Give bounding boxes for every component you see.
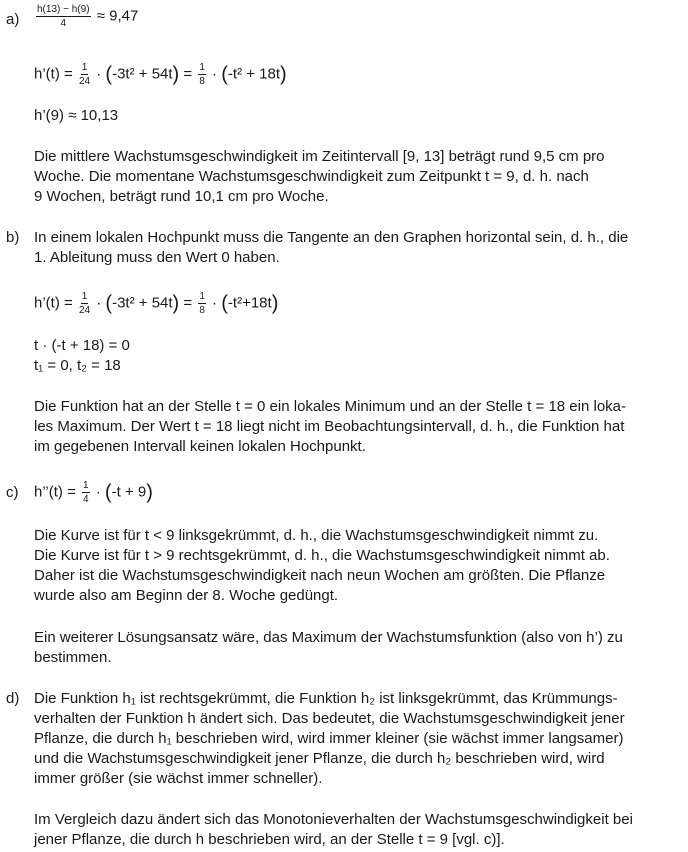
paragraph-a-line-1: Die mittlere Wachstumsgeschwindigkeit im Zeitintervall [9, 13] beträgt rund 9,5 cm pro [34,148,605,165]
second-derivative-formula: h’’(t) = $\frac{1}{4}$ · (-t + 9) [34,480,153,505]
fraction-numerator: 1 [81,62,88,73]
paragraph-b-line-2: les Maximum. Der Wert t = 18 liegt nicht im Beobachtungsintervall, d. h., die Funktion hat [34,418,625,435]
derivative-term-simplified: -t²+18t [227,294,272,312]
fraction-denominator: 4 [83,494,89,505]
fraction-numerator: 1 [81,291,88,302]
paragraph-d-line-2: verhalten der Funktion h ändert sich. Das bedeutet, die Wachstumsgeschwindigkeit jener [34,710,625,727]
fraction-1-8 [198,62,206,87]
fraction-1-24 [79,62,90,87]
derivative-at-9: h’(9) [34,107,65,124]
section-c-label: c) [6,484,19,501]
paragraph-d-line-4: und die Wachstumsgeschwindigkeit jener Pflanze, die durch h₂ beschrieben wird, wird [34,750,605,767]
fraction-1-24 [79,291,90,316]
derivative-term: -3t² + 54t [112,65,173,83]
paragraph-c2-line-2: bestimmen. [34,649,112,666]
paragraph-b-line-1: Die Funktion hat an der Stelle t = 0 ein lokales Minimum und an der Stelle t = 18 ein loka- [34,398,626,415]
section-b-label: b) [6,229,20,246]
paragraph-d-line-5: immer größer (sie wächst immer schneller). [34,770,323,787]
fraction-1-4 [82,480,90,505]
paragraph-c-line-1: Die Kurve ist für t < 9 linksgekrümmt, d. h., die Wachstumsgeschwindigkeit nimmt zu. [34,527,599,544]
derivative-formula-a: h’(t) = $\frac{1}{24}$ · (-3t² + 54t) = $\frac{1}{8}$ · (-t² + 18t) [34,62,287,87]
fraction-denominator: 24 [78,305,91,316]
paragraph-d-line-1: Die Funktion h₁ ist rechtsgekrümmt, die Funktion h₂ ist linksgekrümmt, das Krümmungs- [34,690,618,707]
derivative-function-name: h’(t) [34,294,60,312]
difference-quotient-fraction [36,4,91,29]
paragraph-a-line-3: 9 Wochen, beträgt rund 10,1 cm pro Woche. [34,188,329,205]
paragraph-b-line-3: im gegebenen Intervall keinen lokalen Hochpunkt. [34,438,366,455]
derivative-term: -3t² + 54t [112,294,173,312]
solutions: t₁ = 0, t₂ = 18 [34,357,121,374]
paragraph-a-line-2: Woche. Die momentane Wachstumsgeschwindigkeit zum Zeitpunkt t = 9, d. h. nach [34,168,589,185]
fraction-denominator: 24 [78,76,91,87]
paragraph-b-intro-line-2: 1. Ableitung muss den Wert 0 haben. [34,249,280,266]
section-d-label: d) [6,690,20,707]
derivative-term-simplified: -t² + 18t [227,65,281,83]
paragraph-b-intro-line-1: In einem lokalen Hochpunkt muss die Tangente an den Graphen horizontal sein, d. h., die [34,229,629,246]
factored-equation: t · (-t + 18) = 0 [34,337,130,354]
difference-quotient-denominator: 4 [60,18,67,29]
paragraph-c2-line-1: Ein weiterer Lösungsansatz wäre, das Maximum der Wachstumsfunktion (also von h’) zu [34,629,623,646]
paragraph-d-line-3: Pflanze, die durch h₁ beschrieben wird, wird immer kleiner (sie wächst immer langsamer) [34,730,624,747]
fraction-numerator: 1 [199,62,205,73]
derivative-function-name: h’(t) [34,65,60,83]
fraction-numerator: 1 [199,291,205,302]
derivative-value-a [34,106,118,126]
derivative-at-9-value: ≈ 10,13 [68,107,119,124]
paragraph-c-line-2: Die Kurve ist für t > 9 rechtsgekrümmt, d. h., die Wachstumsgeschwindigkeit nimmt ab. [34,547,610,564]
second-derivative-name: h’’(t) [34,483,63,501]
difference-quotient-numerator: h(13) − h(9) [37,4,90,15]
fraction-denominator: 8 [199,305,205,316]
paragraph-d2-line-1: Im Vergleich dazu ändert sich das Monotonieverhalten der Wachstumsgeschwindigkeit bei [34,811,633,828]
fraction-denominator: 8 [199,76,205,87]
section-a-label: a) [6,11,20,28]
difference-quotient [34,4,138,29]
paragraph-c-line-3: Daher ist die Wachstumsgeschwindigkeit nach neun Wochen am größten. Die Pflanze [34,567,606,584]
paragraph-c-line-4: wurde also am Beginn der 8. Woche gedüngt. [34,587,339,604]
paragraph-d2-line-2: jener Pflanze, die durch h beschrieben wird, an der Stelle t = 9 [vgl. c)]. [34,831,505,848]
second-derivative-term: -t + 9 [111,483,147,501]
fraction-1-8 [198,291,206,316]
derivative-formula-b: h’(t) = $\frac{1}{24}$ · (-3t² + 54t) = $\frac{1}{8}$ · (-t²+18t) [34,291,279,316]
difference-quotient-value: ≈ 9,47 [96,7,139,25]
fraction-numerator: 1 [83,480,89,491]
